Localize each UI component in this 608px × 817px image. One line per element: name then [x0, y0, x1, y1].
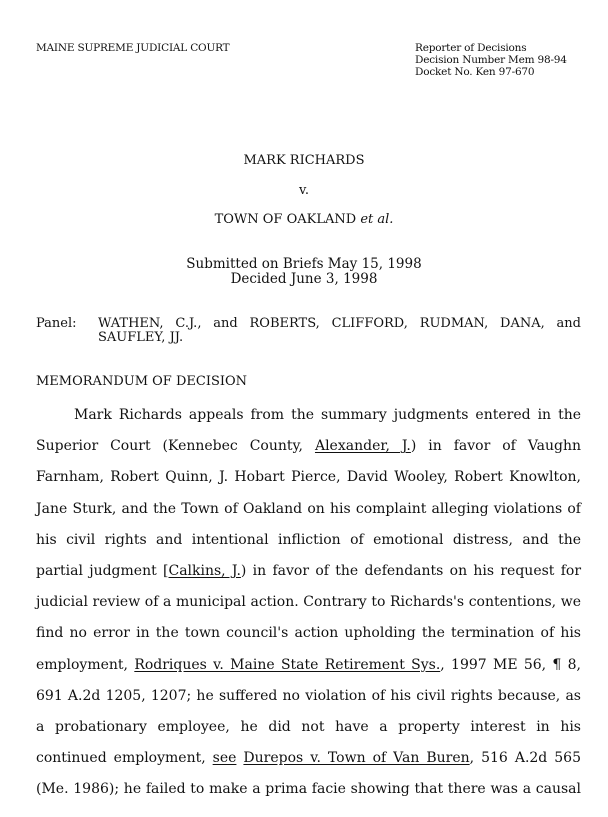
defendant: TOWN OF OAKLAND	[214, 212, 357, 227]
docket-number: Docket No. Ken 97-670	[415, 66, 535, 78]
body-line: (Me. 1986); he failed to make a prima facie showing that there was a causal	[36, 781, 581, 798]
text: partial judgment [	[36, 562, 169, 579]
body-line: a probationary employee, he did not have a property interest in his	[36, 718, 581, 735]
case-citation: Rodriques v. Maine State Retirement Sys.	[134, 656, 441, 673]
memorandum-title: MEMORANDUM OF DECISION	[36, 374, 248, 389]
panel-justices: WATHEN, C.J., and ROBERTS, CLIFFORD, RUDMAN, DANA, and SAUFLEY, JJ.	[98, 316, 581, 345]
case-citation: Durepos v. Town of Van Buren	[243, 750, 470, 767]
decision-number: Decision Number Mem 98-94	[415, 54, 567, 66]
panel-label: Panel:	[36, 316, 77, 331]
text: Superior Court (Kennebec County,	[36, 438, 315, 455]
text: , 516 A.2d 565	[469, 750, 581, 767]
judge-name: Alexander, J.	[314, 438, 411, 455]
decided-date: Decided June 3, 1998	[230, 271, 378, 287]
body-line	[36, 743, 581, 774]
text: ) in favor of the defendants on his request for	[240, 562, 582, 579]
body-line: Mark Richards appeals from the summary judgments entered in the	[74, 407, 581, 423]
judge-name: Calkins, J.	[168, 562, 241, 579]
court-name: MAINE SUPREME JUDICIAL COURT	[36, 42, 230, 54]
defendant-name	[0, 212, 608, 227]
reporter-of-decisions: Reporter of Decisions	[415, 42, 527, 54]
body-line: Jane Sturk, and the Town of Oakland on his complaint alleging violations of	[36, 500, 581, 517]
plaintiff-name: MARK RICHARDS	[243, 153, 365, 168]
text: employment,	[36, 656, 135, 673]
body-line	[36, 556, 581, 587]
body-line: Farnham, Robert Quinn, J. Hobart Pierce, David Wooley, Robert Knowlton,	[36, 469, 581, 486]
body-line: judicial review of a municipal action. Contrary to Richards's contentions, we	[36, 594, 581, 611]
text: , 1997 ME 56, ¶ 8,	[440, 656, 582, 673]
text: continued employment,	[36, 750, 213, 767]
body-line: find no error in the town council's action upholding the termination of his	[36, 625, 581, 642]
citation-signal: see	[212, 750, 237, 767]
versus: v.	[299, 183, 309, 198]
body-line	[36, 650, 581, 681]
reporter-block	[415, 42, 567, 78]
submitted-date: Submitted on Briefs May 15, 1998	[186, 256, 422, 272]
text: ) in favor of Vaughn	[410, 438, 581, 455]
defendant-suffix: et al.	[360, 212, 394, 227]
body-line	[36, 431, 581, 462]
body-line: 691 A.2d 1205, 1207; he suffered no violation of his civil rights because, as	[36, 687, 581, 704]
opinion-body	[36, 400, 581, 805]
body-line: his civil rights and intentional infliction of emotional distress, and the	[36, 531, 581, 548]
